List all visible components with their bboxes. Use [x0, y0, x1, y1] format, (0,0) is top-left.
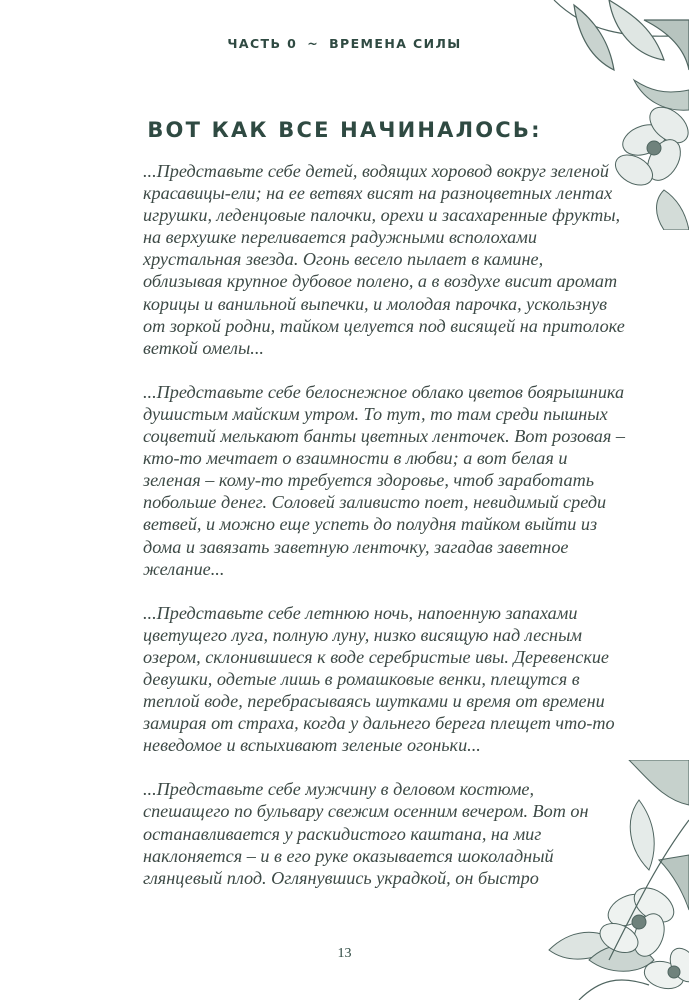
paragraph-3: ...Представьте себе летнюю ночь, напоенную запахами цветущего луга, полную луну, низко висящую над лесным озером, склонившиеся к воде серебристые ивы. Деревенские девушки, одетые лишь в ромашковые венки, плещутся в теплой воде, перебрасываясь шутками и время от времени замирая от страха, когда у дальнего берега плещет что-то неведомое и вспыхивают зеленые огоньки...	[143, 602, 615, 756]
header-part: ЧАСТЬ 0	[227, 36, 298, 51]
chapter-title: ВОТ КАК ВСЕ НАЧИНАЛОСЬ:	[147, 118, 542, 142]
paragraph-1: ...Представьте себе детей, водящих хоровод вокруг зеленой красавицы-ели; на ее ветвях висят на разноцветных лентах игрушки, леденцовые палочки, орехи и засахаренные фрукты, на верхушке переливается радужными всполохами хрустальная звезда. Огонь весело пылает в камине, облизывая крупное дубовое полено, а в воздухе висит аромат корицы и ванильной выпечки, и молодая парочка, ускользнув от зоркой родни, тайком целуется под висящей на притолоке веткой омелы...	[143, 161, 625, 358]
body-text	[143, 160, 625, 911]
paragraph-2: ...Представьте себе белоснежное облако цветов боярышника душистым майским утром. То тут, то там среди пышных соцветий мелькают банты цветных ленточек. Вот розовая – кто-то мечтает о взаимности в любви; а вот белая и зеленая – кому-то требуется здоровье, чтоб заработать побольше денег. Соловей заливисто поет, невидимый среди ветвей, и можно еще успеть до полудня тайком выйти из дома и завязать заветную ленточку, загадав заветное желание...	[143, 381, 625, 579]
paragraph-4: ...Представьте себе мужчину в деловом костюме, спешащего по бульвару свежим осенним вечером. Вот он останавливается у раскидистого каштана, на миг наклоняется – и в его руке оказывается шоколадный глянцевый плод. Оглянувшись украдкой, он быстро	[143, 779, 589, 888]
header-section: ВРЕМЕНА СИЛЫ	[329, 36, 462, 51]
page-number: 13	[337, 946, 352, 961]
header-separator: ~	[307, 36, 320, 51]
running-header	[0, 36, 689, 51]
